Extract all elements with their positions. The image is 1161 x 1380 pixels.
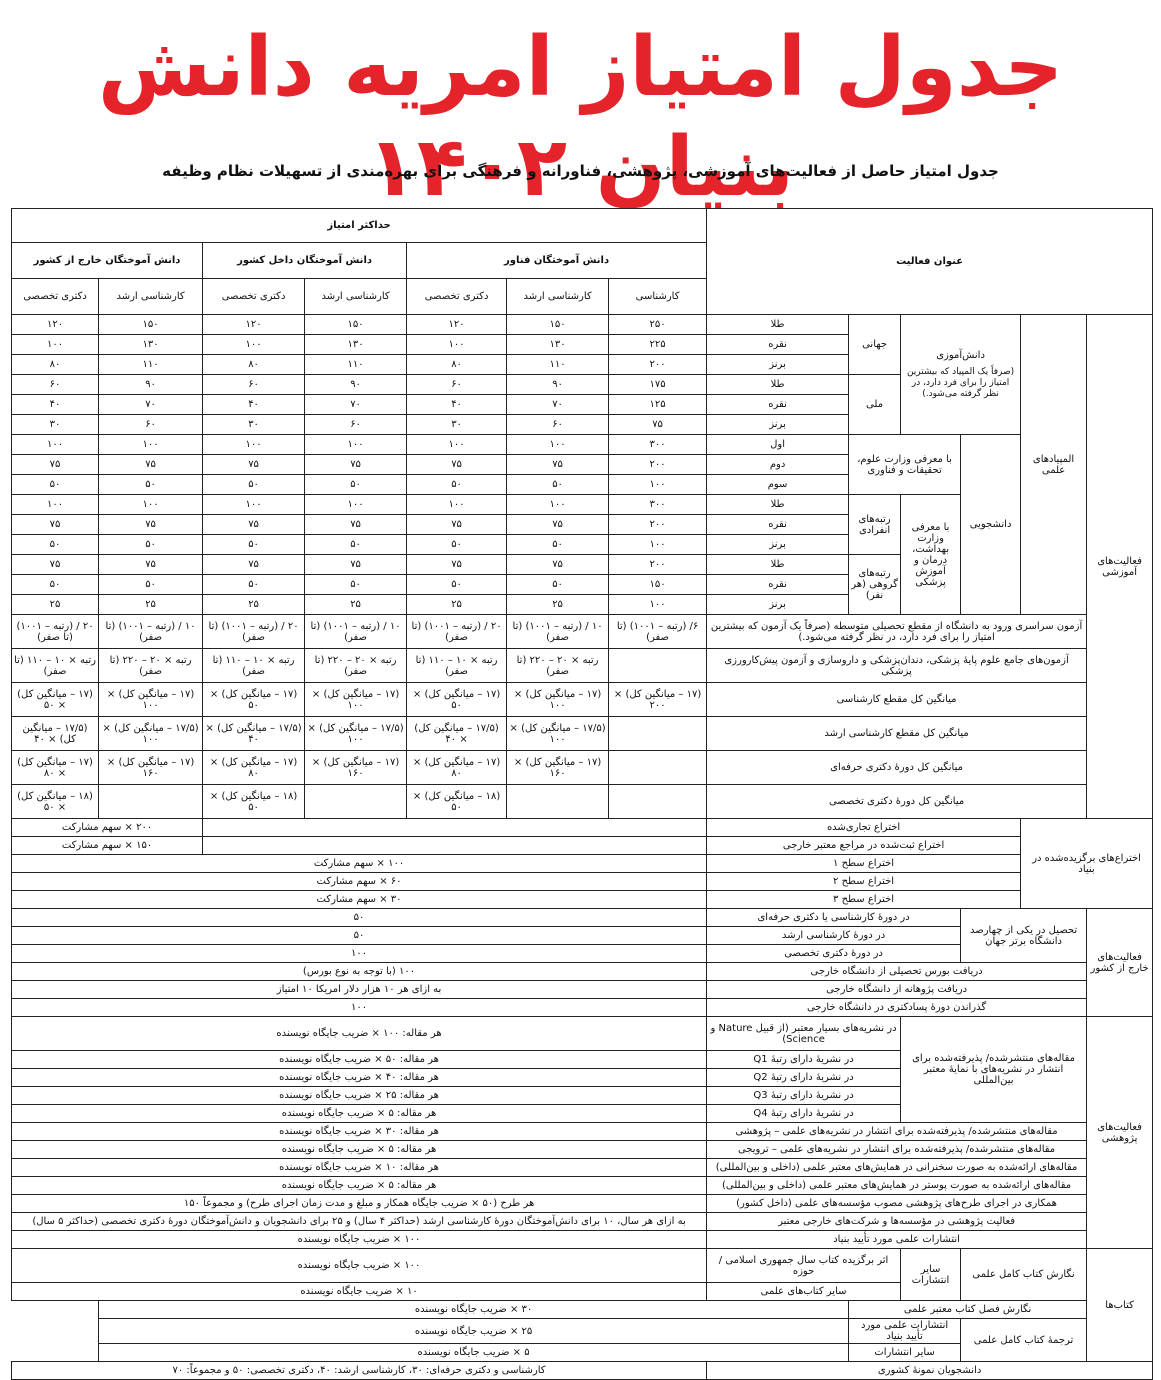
score-cell: (۱۷ – میانگین کل) × ۱۶۰ bbox=[507, 751, 609, 785]
invention-label: اختراع ثبت‌شده در مراجع معتبر خارجی bbox=[707, 837, 1021, 855]
score-cell: ۷۵ bbox=[99, 555, 203, 575]
score-cell: (۱۷ – میانگین کل) × ۱۶۰ bbox=[99, 751, 203, 785]
score-cell bbox=[507, 785, 609, 819]
table-row bbox=[12, 837, 1153, 855]
score-cell: ۶۰ bbox=[305, 415, 407, 435]
score-cell: ۱۰۰ bbox=[12, 435, 99, 455]
score-cell: ۵۰ bbox=[12, 475, 99, 495]
chapter-score: ۳۰ × ضریب جایگاه نویسنده bbox=[99, 1301, 849, 1319]
model-students-label: دانشجویان نمونهٔ کشوری bbox=[707, 1362, 1153, 1380]
score-cell: ۱۰۰ bbox=[507, 495, 609, 515]
score-cell: ۹۰ bbox=[507, 375, 609, 395]
medal-label: برنز bbox=[707, 595, 849, 615]
score-cell: ۱۰۰ bbox=[305, 435, 407, 455]
score-cell: رتبه × ۲۰ – ۲۲۰ (تا صفر) bbox=[99, 649, 203, 683]
score-cell: ۵۰ bbox=[407, 535, 507, 555]
edu-activities-label: فعالیت‌های آموزشی bbox=[1087, 315, 1153, 819]
abroad-label: دریافت بورس تحصیلی از دانشگاه خارجی bbox=[707, 963, 1087, 981]
national-label: ملی bbox=[849, 375, 901, 435]
score-cell: ۷۵ bbox=[203, 515, 305, 535]
exam-label: میانگین کل دورهٔ دکتری حرفه‌ای bbox=[707, 751, 1087, 785]
abroad-score: ۵۰ bbox=[12, 909, 707, 927]
research-category: فعالیت‌های پژوهشی bbox=[1087, 1017, 1153, 1249]
individual-rank-label: رتبه‌های انفرادی bbox=[849, 495, 901, 555]
score-cell: (۱۷ – میانگین کل) × ۱۰۰ bbox=[507, 683, 609, 717]
article-score: هر مقاله: ۱۰۰ × ضریب جایگاه نویسنده bbox=[12, 1017, 707, 1051]
score-cell: ۳۰۰ bbox=[609, 495, 707, 515]
score-cell bbox=[609, 717, 707, 751]
score-cell: ۷۰ bbox=[507, 395, 609, 415]
table-row bbox=[12, 1017, 1153, 1051]
exam-label: میانگین کل دورهٔ دکتری تخصصی bbox=[707, 785, 1087, 819]
degree-header: کارشناسی ارشد bbox=[99, 279, 203, 315]
trans-other-label: سایر انتشارات bbox=[849, 1344, 961, 1362]
research-label: مقاله‌های ارائه‌شده به صورت پوستر در همایش‌های معتبر علمی (داخلی و بین‌المللی) bbox=[707, 1177, 1087, 1195]
score-cell: ۳۰۰ bbox=[609, 435, 707, 455]
score-cell: ۷۵ bbox=[203, 555, 305, 575]
health-ministry-label: با معرفی وزارت بهداشت، درمان و آموزش پزشکی bbox=[901, 495, 961, 615]
published-foundation-score: ۱۰۰ × ضریب جایگاه نویسنده bbox=[12, 1231, 707, 1249]
table-row bbox=[12, 855, 1153, 873]
score-cell: ۲۵ bbox=[203, 595, 305, 615]
abroad-score: ۱۰۰ (با توجه به نوع بورس) bbox=[12, 963, 707, 981]
invention-score: ۱۰۰ × سهم مشارکت bbox=[12, 855, 707, 873]
score-cell: (۱۷ – میانگین کل) × ۵۰ bbox=[407, 683, 507, 717]
article-type-label: در نشریهٔ دارای رتبهٔ Q3 bbox=[707, 1087, 901, 1105]
score-cell: رتبه × ۱۰ – ۱۱۰ (تا صفر) bbox=[407, 649, 507, 683]
score-cell: ۵۰ bbox=[203, 475, 305, 495]
medal-label: نقره bbox=[707, 515, 849, 535]
score-cell: ۳۰ bbox=[407, 415, 507, 435]
table-row bbox=[12, 891, 1153, 909]
table-row bbox=[12, 1195, 1153, 1213]
page-subtitle: جدول امتیاز حاصل از فعالیت‌های آموزشی، پژوهشی، فناورانه و فرهنگی برای بهره‌مندی از تسهیلات نظام وظیفه bbox=[162, 162, 999, 180]
score-cell: ۱۵۰ bbox=[609, 575, 707, 595]
score-cell: ۲۵ bbox=[99, 595, 203, 615]
article-type-label: در نشریهٔ دارای رتبهٔ Q1 bbox=[707, 1051, 901, 1069]
score-cell: ۷۵ bbox=[12, 515, 99, 535]
score-cell: ۱۳۰ bbox=[507, 335, 609, 355]
table-row bbox=[12, 315, 1153, 335]
score-cell: ۶۰ bbox=[203, 375, 305, 395]
score-cell: ۷۰ bbox=[99, 395, 203, 415]
invention-empty bbox=[203, 837, 707, 855]
invention-label: اختراع سطح ۱ bbox=[707, 855, 1021, 873]
invention-score: ۶۰ × سهم مشارکت bbox=[12, 873, 707, 891]
score-cell: ۱۰۰ bbox=[203, 495, 305, 515]
authoring-label: نگارش کتاب کامل علمی bbox=[961, 1249, 1087, 1301]
medal-label: سوم bbox=[707, 475, 849, 495]
score-cell: (۱۸ – میانگین کل) × ۵۰ bbox=[407, 785, 507, 819]
score-cell: ۷۵ bbox=[507, 515, 609, 535]
score-cell: ۵۰ bbox=[507, 475, 609, 495]
score-cell: (۱۷/۵ – میانگین کل) × ۴۰ bbox=[12, 717, 99, 751]
score-cell: ۱۰۰ bbox=[407, 435, 507, 455]
research-label: مقاله‌های ارائه‌شده به صورت سخنرانی در همایش‌های معتبر علمی (داخلی و بین‌المللی) bbox=[707, 1159, 1087, 1177]
score-cell: رتبه × ۲۰ – ۲۲۰ (تا صفر) bbox=[305, 649, 407, 683]
score-cell: ۵۰ bbox=[407, 575, 507, 595]
score-cell: ۱۰۰ bbox=[609, 595, 707, 615]
score-cell: ۲۵ bbox=[507, 595, 609, 615]
abroad-label: گذراندن دورهٔ پسادکتری در دانشگاه خارجی bbox=[707, 999, 1087, 1017]
degree-header: کارشناسی bbox=[609, 279, 707, 315]
table-row bbox=[12, 1177, 1153, 1195]
model-students-score: کارشناسی و دکتری حرفه‌ای: ۳۰، کارشناسی ارشد: ۴۰، دکتری تخصصی: ۵۰ و مجموعاً: ۷۰ bbox=[12, 1362, 707, 1380]
score-cell: ۹۰ bbox=[305, 375, 407, 395]
abroad-category: فعالیت‌های خارج از کشور bbox=[1087, 909, 1153, 1017]
score-cell: (۱۷ – میانگین کل) × ۵۰ bbox=[12, 683, 99, 717]
score-cell: ۷۵ bbox=[12, 555, 99, 575]
score-cell: ۸۰ bbox=[407, 355, 507, 375]
score-cell: ۵۰ bbox=[305, 575, 407, 595]
score-cell: (۱۷ – میانگین کل) × ۱۰۰ bbox=[305, 683, 407, 717]
medal-label: برنز bbox=[707, 535, 849, 555]
abroad-score: ۱۰۰ bbox=[12, 945, 707, 963]
score-cell: ۲۵ bbox=[12, 595, 99, 615]
abroad-score: به ازای هر ۱۰ هزار دلار امریکا ۱۰ امتیاز bbox=[12, 981, 707, 999]
score-cell bbox=[609, 649, 707, 683]
article-score: هر مقاله: ۲۵ × ضریب جایگاه نویسنده bbox=[12, 1087, 707, 1105]
score-cell: ۵۰ bbox=[203, 575, 305, 595]
max-score-header: حداکثر امتیاز bbox=[12, 209, 707, 243]
score-cell: (۱۷/۵ – میانگین کل) × ۱۰۰ bbox=[99, 717, 203, 751]
score-cell: ۲۵ bbox=[407, 595, 507, 615]
page-title: جدول امتیاز امریه دانش بنیان ۱۴۰۲ bbox=[97, 20, 1064, 215]
abroad-label: دریافت پژوهانه از دانشگاه خارجی bbox=[707, 981, 1087, 999]
table-row bbox=[12, 1362, 1153, 1380]
other-books-label: سایر کتاب‌های علمی bbox=[707, 1283, 901, 1301]
score-cell: ۲۰۰ bbox=[609, 355, 707, 375]
table-row bbox=[12, 819, 1153, 837]
medal-label: برنز bbox=[707, 355, 849, 375]
table-row bbox=[12, 683, 1153, 717]
score-cell: (۱۷/۵ – میانگین کل) × ۴۰ bbox=[203, 717, 305, 751]
score-cell: ۹۰ bbox=[99, 375, 203, 395]
abroad-label: در دورهٔ کارشناسی یا دکتری حرفه‌ای bbox=[707, 909, 961, 927]
table-row bbox=[12, 435, 1153, 455]
score-cell: ۱۱۰ bbox=[305, 355, 407, 375]
invention-empty bbox=[203, 819, 707, 837]
score-cell bbox=[99, 785, 203, 819]
abroad-label: در دورهٔ دکتری تخصصی bbox=[707, 945, 961, 963]
table-row bbox=[12, 873, 1153, 891]
score-cell: ۱۰۰ bbox=[203, 435, 305, 455]
score-cell: ۳۰ bbox=[203, 415, 305, 435]
score-cell: (۱۷ – میانگین کل) × ۸۰ bbox=[407, 751, 507, 785]
medal-label: دوم bbox=[707, 455, 849, 475]
score-cell: ۴۰ bbox=[203, 395, 305, 415]
medal-label: طلا bbox=[707, 495, 849, 515]
score-cell: ۱۲۵ bbox=[609, 395, 707, 415]
score-cell: ۷۵ bbox=[12, 455, 99, 475]
exam-label: آزمون‌های جامع علوم پایهٔ پزشکی، دندان‌پزشکی و داروسازی و آزمون پیش‌کارورزی پزشکی bbox=[707, 649, 1087, 683]
score-cell: ۱۰ / (رتبه – ۱۰۰۱) (تا صفر) bbox=[305, 615, 407, 649]
invention-score: ۱۵۰ × سهم مشارکت bbox=[12, 837, 203, 855]
score-cell: ۱۰۰ bbox=[12, 335, 99, 355]
score-table-body bbox=[12, 209, 1153, 1380]
score-cell: ۷۵ bbox=[407, 515, 507, 535]
research-score: هر مقاله: ۱۰ × ضریب جایگاه نویسنده bbox=[12, 1159, 707, 1177]
score-cell: ۷۵ bbox=[305, 555, 407, 575]
invention-score: ۳۰ × سهم مشارکت bbox=[12, 891, 707, 909]
score-cell: ۳۰ bbox=[12, 415, 99, 435]
score-cell: ۷۵ bbox=[99, 515, 203, 535]
score-cell: رتبه × ۱۰ – ۱۱۰ (تا صفر) bbox=[203, 649, 305, 683]
score-cell: (۱۷ – میانگین کل) × ۵۰ bbox=[203, 683, 305, 717]
abroad-score: ۱۰۰ bbox=[12, 999, 707, 1017]
score-cell: ۱۵۰ bbox=[507, 315, 609, 335]
score-cell: رتبه × ۱۰ – ۱۱۰ (تا صفر) bbox=[12, 649, 99, 683]
school-olympiad-label bbox=[901, 315, 1021, 435]
score-cell: ۱۱۰ bbox=[507, 355, 609, 375]
score-cell: (۱۷ – میانگین کل) × ۲۰۰ bbox=[609, 683, 707, 717]
exam-label: میانگین کل مقطع کارشناسی ارشد bbox=[707, 717, 1087, 751]
score-cell: ۵۰ bbox=[305, 535, 407, 555]
exam-label: میانگین کل مقطع کارشناسی bbox=[707, 683, 1087, 717]
table-row bbox=[12, 1301, 1153, 1319]
school-olympiad-title: دانش‌آموزی bbox=[936, 349, 985, 361]
score-cell: ۷۵ bbox=[305, 455, 407, 475]
degree-header: کارشناسی ارشد bbox=[305, 279, 407, 315]
other-books-score: ۱۰ × ضریب جایگاه نویسنده bbox=[12, 1283, 707, 1301]
trans-foundation-label: انتشارات علمی مورد تأیید بنیاد bbox=[849, 1319, 961, 1344]
trans-foundation-score: ۲۵ × ضریب جایگاه نویسنده bbox=[99, 1319, 849, 1344]
table-row bbox=[12, 717, 1153, 751]
books-category: کتاب‌ها bbox=[1087, 1249, 1153, 1362]
score-cell: (۱۷/۵ – میانگین کل) × ۱۰۰ bbox=[305, 717, 407, 751]
group-rank-label: رتبه‌های گروهی (هر نفر) bbox=[849, 555, 901, 615]
score-cell: ۲۰ / (رتبه – ۱۰۰۱) (تا صفر) bbox=[407, 615, 507, 649]
score-cell: ۷۰ bbox=[305, 395, 407, 415]
score-cell bbox=[609, 785, 707, 819]
table-row bbox=[12, 963, 1153, 981]
award-book-score: ۱۰۰ × ضریب جایگاه نویسنده bbox=[12, 1249, 707, 1283]
score-table-container bbox=[11, 208, 1152, 1380]
research-label: همکاری در اجرای طرح‌های پژوهشی مصوب مؤسسه‌های علمی (داخل کشور) bbox=[707, 1195, 1087, 1213]
score-cell: ۲۵۰ bbox=[609, 315, 707, 335]
score-cell: ۵۰ bbox=[507, 575, 609, 595]
score-cell: ۸۰ bbox=[12, 355, 99, 375]
score-cell: ۱۰۰ bbox=[407, 495, 507, 515]
published-foundation-label: انتشارات علمی مورد تأیید بنیاد bbox=[707, 1231, 1087, 1249]
degree-header: دکتری تخصصی bbox=[12, 279, 99, 315]
exam-label: آزمون سراسری ورود به دانشگاه از مقطع تحصیلی متوسطه (صرفاً یک آزمون که بیشترین امتیاز را برای فرد دارد، در نظر گرفته می‌شود.) bbox=[707, 615, 1087, 649]
research-label: مقاله‌های منتشرشده/ پذیرفته‌شده برای انتشار در نشریه‌های علمی – ترویجی bbox=[707, 1141, 1087, 1159]
research-score: هر مقاله: ۵ × ضریب جایگاه نویسنده bbox=[12, 1177, 707, 1195]
score-cell: ۵۰ bbox=[407, 475, 507, 495]
research-label: فعالیت پژوهشی در مؤسسه‌ها و شرکت‌های خارجی معتبر bbox=[707, 1213, 1087, 1231]
score-cell: ۶۰ bbox=[407, 375, 507, 395]
msrt-label: با معرفی وزارت علوم، تحقیقات و فناوری bbox=[849, 435, 961, 495]
score-cell: ۷۵ bbox=[609, 415, 707, 435]
research-score: هر طرح (۵۰ × ضریب جایگاه همکار و مبلغ و مدت زمان اجرای طرح) و مجموعاً ۱۵۰ bbox=[12, 1195, 707, 1213]
score-cell: ۲۰۰ bbox=[609, 455, 707, 475]
table-row bbox=[12, 1319, 1153, 1344]
top-university-label: تحصیل در یکی از چهارصد دانشگاه برتر جهان bbox=[961, 909, 1087, 963]
degree-header: دکتری تخصصی bbox=[203, 279, 305, 315]
table-row bbox=[12, 785, 1153, 819]
score-cell: ۵۰ bbox=[203, 535, 305, 555]
article-type-label: در نشریهٔ دارای رتبهٔ Q4 bbox=[707, 1105, 901, 1123]
score-cell: ۷۵ bbox=[305, 515, 407, 535]
article-score: هر مقاله: ۴۰ × ضریب جایگاه نویسنده bbox=[12, 1069, 707, 1087]
score-cell: ۱۰۰ bbox=[507, 435, 609, 455]
degree-header: کارشناسی ارشد bbox=[507, 279, 609, 315]
award-book-label: اثر برگزیده کتاب سال جمهوری اسلامی / حوزه bbox=[707, 1249, 901, 1283]
table-row bbox=[12, 999, 1153, 1017]
table-row bbox=[12, 615, 1153, 649]
research-score: به ازای هر سال، ۱۰ برای دانش‌آموختگان دورهٔ کارشناسی ارشد (حداکثر ۴ سال) و ۲۵ برای دانشجویان و دانش‌آموختگان دورهٔ دکتری تخصصی (حداکثر ۵ سال) bbox=[12, 1213, 707, 1231]
medal-label: نقره bbox=[707, 395, 849, 415]
medal-label: نقره bbox=[707, 335, 849, 355]
research-label: مقاله‌های منتشرشده/ پذیرفته‌شده برای انتشار در نشریه‌های علمی – پژوهشی bbox=[707, 1123, 1087, 1141]
olympiads-label: المپیادهای علمی bbox=[1021, 315, 1087, 615]
score-cell: ۵۰ bbox=[12, 575, 99, 595]
score-cell: ۲۰۰ bbox=[609, 515, 707, 535]
score-cell: ۷۵ bbox=[507, 455, 609, 475]
score-cell bbox=[609, 751, 707, 785]
score-cell: ۱۰۰ bbox=[203, 335, 305, 355]
group-header-tech: دانش آموختگان فناور bbox=[407, 243, 707, 279]
score-cell bbox=[305, 785, 407, 819]
score-cell: ۱۲۰ bbox=[407, 315, 507, 335]
score-cell: ۱۷۵ bbox=[609, 375, 707, 395]
score-cell: (۱۸ – میانگین کل) × ۵۰ bbox=[203, 785, 305, 819]
table-row bbox=[12, 1213, 1153, 1231]
table-row bbox=[12, 649, 1153, 683]
score-cell: ۱۳۰ bbox=[99, 335, 203, 355]
research-score: هر مقاله: ۳۰ × ضریب جایگاه نویسنده bbox=[12, 1123, 707, 1141]
group-header-domestic: دانش آموختگان داخل کشور bbox=[203, 243, 407, 279]
score-cell: ۷۵ bbox=[99, 455, 203, 475]
score-cell: ۵۰ bbox=[12, 535, 99, 555]
trans-other-score: ۵ × ضریب جایگاه نویسنده bbox=[99, 1344, 849, 1362]
table-row bbox=[12, 751, 1153, 785]
translation-label: ترجمهٔ کتاب کامل علمی bbox=[961, 1319, 1087, 1362]
score-cell: ۱۰۰ bbox=[99, 495, 203, 515]
score-cell: ۸۰ bbox=[203, 355, 305, 375]
medal-label: برنز bbox=[707, 415, 849, 435]
score-cell: ۵۰ bbox=[99, 475, 203, 495]
score-cell: ۷۵ bbox=[407, 455, 507, 475]
medal-label: طلا bbox=[707, 555, 849, 575]
abroad-score: ۵۰ bbox=[12, 927, 707, 945]
table-row bbox=[12, 1231, 1153, 1249]
article-type-label: در نشریهٔ دارای رتبهٔ Q2 bbox=[707, 1069, 901, 1087]
score-cell: ۱۰۰ bbox=[99, 435, 203, 455]
score-cell: ۱۲۰ bbox=[203, 315, 305, 335]
score-cell: ۱۳۰ bbox=[305, 335, 407, 355]
table-row bbox=[12, 909, 1153, 927]
score-cell: ۶۰ bbox=[12, 375, 99, 395]
chapter-label: نگارش فصل کتاب معتبر علمی bbox=[849, 1301, 1087, 1319]
score-table bbox=[11, 208, 1153, 1380]
table-row bbox=[12, 981, 1153, 999]
score-cell: (۱۸ – میانگین کل) × ۵۰ bbox=[12, 785, 99, 819]
score-cell: ۱۰۰ bbox=[12, 495, 99, 515]
score-cell: ۵۰ bbox=[507, 535, 609, 555]
degree-header: دکتری تخصصی bbox=[407, 279, 507, 315]
invention-score: ۲۰۰ × سهم مشارکت bbox=[12, 819, 203, 837]
medal-label: نقره bbox=[707, 575, 849, 595]
article-score: هر مقاله: ۵۰ × ضریب جایگاه نویسنده bbox=[12, 1051, 707, 1069]
score-cell: ۲۰۰ bbox=[609, 555, 707, 575]
score-cell: ۲۰ / (رتبه – ۱۰۰۱) (تا صفر) bbox=[12, 615, 99, 649]
articles-label: مقاله‌های منتشرشده/ پذیرفته‌شده برای انتشار در نشریه‌های با نمایهٔ معتبر بین‌المللی bbox=[901, 1017, 1087, 1123]
score-cell: (۱۷ – میانگین کل) × ۱۶۰ bbox=[305, 751, 407, 785]
table-row bbox=[12, 1141, 1153, 1159]
score-cell: ۴۰ bbox=[407, 395, 507, 415]
school-olympiad-note: (صرفاً یک المپیاد که بیشترین امتیاز را برای فرد دارد، در نظر گرفته می‌شود.) bbox=[906, 366, 1015, 399]
score-cell: ۱۰۰ bbox=[609, 475, 707, 495]
invention-label: اختراع سطح ۲ bbox=[707, 873, 1021, 891]
group-header-abroad: دانش آموختگان خارج از کشور bbox=[12, 243, 203, 279]
score-cell: ۶/ (رتبه – ۱۰۰۱) (تا صفر) bbox=[609, 615, 707, 649]
medal-label: طلا bbox=[707, 315, 849, 335]
score-cell: ۷۵ bbox=[507, 555, 609, 575]
score-cell: ۲۵ bbox=[305, 595, 407, 615]
score-cell: ۱۵۰ bbox=[99, 315, 203, 335]
invention-label: اختراع تجاری‌شده bbox=[707, 819, 1021, 837]
score-cell: ۱۲۰ bbox=[12, 315, 99, 335]
article-type-label: در نشریه‌های بسیار معتبر (از قبیل Nature و Science) bbox=[707, 1017, 901, 1051]
score-cell: ۱۰۰ bbox=[609, 535, 707, 555]
table-row bbox=[12, 1159, 1153, 1177]
score-cell: ۱۵۰ bbox=[305, 315, 407, 335]
invention-label: اختراع سطح ۳ bbox=[707, 891, 1021, 909]
score-cell: ۷۵ bbox=[203, 455, 305, 475]
score-cell: ۱۰ / (رتبه – ۱۰۰۱) (تا صفر) bbox=[99, 615, 203, 649]
university-olympiad-label: دانشجویی bbox=[961, 435, 1021, 615]
score-cell: ۱۰۰ bbox=[407, 335, 507, 355]
score-cell: رتبه × ۲۰ – ۲۲۰ (تا صفر) bbox=[507, 649, 609, 683]
score-cell: ۷۵ bbox=[407, 555, 507, 575]
medal-label: طلا bbox=[707, 375, 849, 395]
research-score: هر مقاله: ۵ × ضریب جایگاه نویسنده bbox=[12, 1141, 707, 1159]
score-cell: ۵۰ bbox=[99, 575, 203, 595]
article-score: هر مقاله: ۵ × ضریب جایگاه نویسنده bbox=[12, 1105, 707, 1123]
score-cell: ۵۰ bbox=[305, 475, 407, 495]
score-cell: ۱۰ / (رتبه – ۱۰۰۱) (تا صفر) bbox=[507, 615, 609, 649]
abroad-label: در دورهٔ کارشناسی ارشد bbox=[707, 927, 961, 945]
score-cell: ۱۰۰ bbox=[305, 495, 407, 515]
score-cell: (۱۷ – میانگین کل) × ۸۰ bbox=[12, 751, 99, 785]
other-publishers-label: سایر انتشارات bbox=[901, 1249, 961, 1301]
score-cell: (۱۷ – میانگین کل) × ۱۰۰ bbox=[99, 683, 203, 717]
table-row bbox=[12, 1249, 1153, 1283]
score-cell: ۶۰ bbox=[507, 415, 609, 435]
score-cell: ۶۰ bbox=[99, 415, 203, 435]
activity-title-header: عنوان فعالیت bbox=[707, 209, 1153, 315]
medal-label: اول bbox=[707, 435, 849, 455]
world-label: جهانی bbox=[849, 315, 901, 375]
score-cell: ۴۰ bbox=[12, 395, 99, 415]
score-cell: ۵۰ bbox=[99, 535, 203, 555]
score-cell: (۱۷/۵ – میانگین کل) × ۴۰ bbox=[407, 717, 507, 751]
table-row bbox=[12, 1123, 1153, 1141]
score-cell: ۲۲۵ bbox=[609, 335, 707, 355]
score-cell: ۲۰ / (رتبه – ۱۰۰۱) (تا صفر) bbox=[203, 615, 305, 649]
inventions-category: اختراع‌های برگزیده‌شده در بنیاد bbox=[1021, 819, 1153, 909]
score-cell: (۱۷ – میانگین کل) × ۸۰ bbox=[203, 751, 305, 785]
score-cell: ۱۱۰ bbox=[99, 355, 203, 375]
score-cell: (۱۷/۵ – میانگین کل) × ۱۰۰ bbox=[507, 717, 609, 751]
